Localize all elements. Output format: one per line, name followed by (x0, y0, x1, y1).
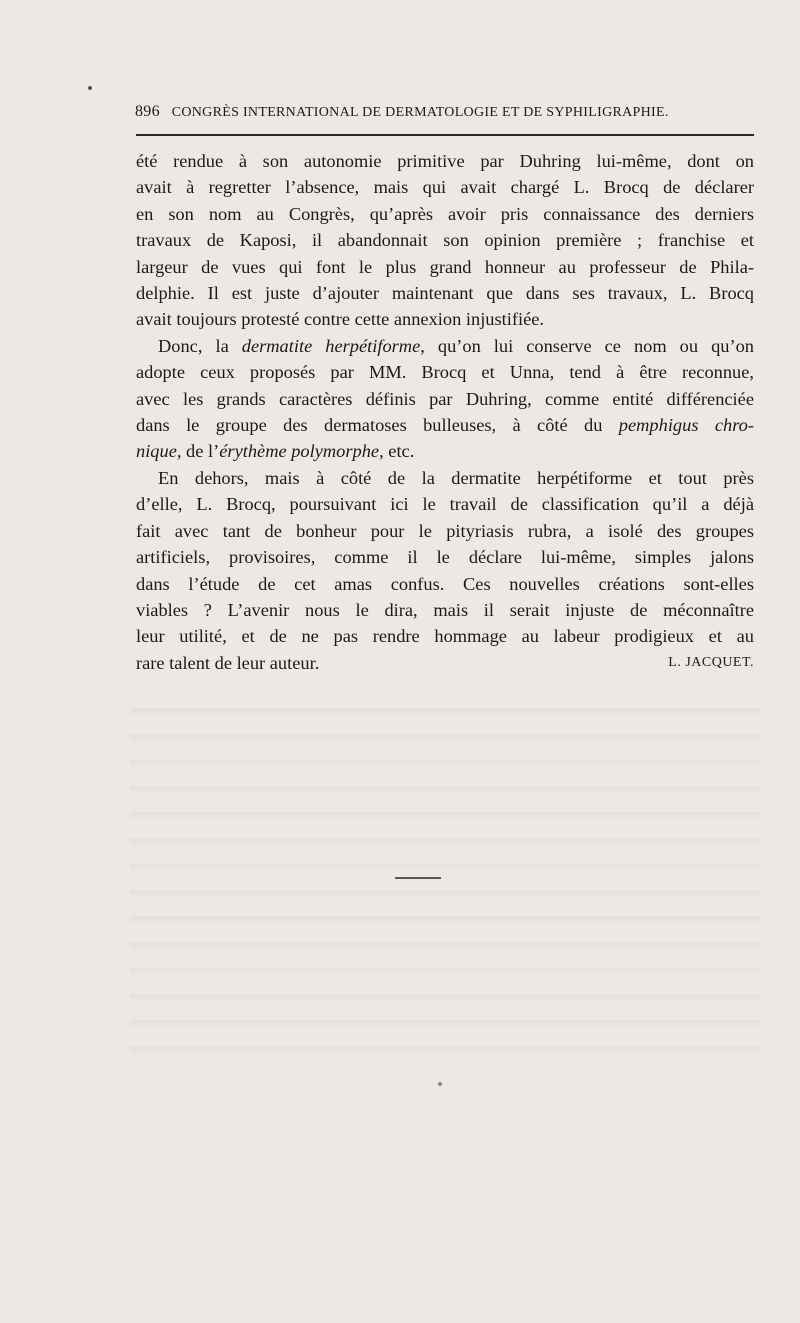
text-line: delphie. Il est juste d’ajouter maintenant que dans ses travaux, L. Brocq (136, 283, 754, 304)
text-line: été rendue à son autonomie primitive par Duhring lui-même, dont on (136, 151, 754, 171)
italic-term: dermatite herpétiforme (241, 335, 421, 356)
text-line: travaux de Kaposi, il abandonnait son opinion première ; franchise et (136, 230, 754, 251)
text-line: avec les grands caractères définis par Duhring, comme entité différenciée (136, 388, 754, 409)
text-line: dans l’étude de cet amas confus. Ces nouvelles créations sont-elles (136, 573, 754, 594)
text-line: adopte ceux proposés par MM. Brocq et Unna, tend à être reconnue, (136, 362, 754, 383)
text-line: avait à regretter l’absence, mais qui avait chargé L. Brocq de déclarer (136, 177, 754, 198)
ink-speck (438, 1082, 442, 1086)
text-line: En dehors, mais à côté de la dermatite herpétiforme et tout près (158, 467, 754, 488)
text-line: en son nom au Congrès, qu’après avoir pris connaissance des derniers (136, 203, 754, 224)
ink-speck (88, 86, 92, 90)
text-line: nique, de l’érythème polymorphe, etc. (136, 441, 415, 462)
running-title: CONGRÈS INTERNATIONAL DE DERMATOLOGIE ET DE SYPHILIGRAPHIE. (171, 105, 669, 120)
closing-text: rare talent de leur auteur. (136, 652, 320, 673)
paragraph (136, 148, 754, 333)
text-line: dans le groupe des dermatoses bulleuses, à côté du pemphigus chro- (136, 415, 754, 436)
text-line: viables ? L’avenir nous le dira, mais il serait injuste de méconnaître (136, 599, 754, 620)
text-line: avait toujours protesté contre cette annexion injustifiée. (136, 309, 545, 330)
text-line: d’elle, L. Brocq, poursuivant ici le travail de classification qu’il a déjà (136, 494, 754, 515)
text-line: leur utilité, et de ne pas rendre hommage au labeur prodigieux et au (136, 626, 754, 647)
page-body (136, 148, 754, 676)
italic-term: érythème polymorphe (219, 441, 380, 462)
paragraph (136, 333, 754, 465)
italic-term: pemphigus chro- (618, 415, 754, 436)
section-end-rule (395, 877, 441, 879)
text-line: artificiels, provisoires, comme il le déclare lui-même, simples jalons (136, 547, 754, 568)
header-rule (136, 134, 754, 136)
page-number: 896 (135, 103, 160, 120)
show-through-text (130, 690, 760, 1060)
author-signature: L. JACQUET. (668, 654, 754, 670)
running-header (135, 103, 755, 121)
italic-term: nique (136, 441, 177, 462)
text-line: fait avec tant de bonheur pour le pityriasis rubra, a isolé des groupes (136, 520, 754, 541)
paragraph (136, 465, 754, 676)
text-line: Donc, la dermatite herpétiforme, qu’on lui conserve ce nom ou qu’on (158, 335, 755, 356)
text-line (136, 650, 754, 676)
text-line: largeur de vues qui font le plus grand honneur au professeur de Phila- (136, 256, 754, 277)
